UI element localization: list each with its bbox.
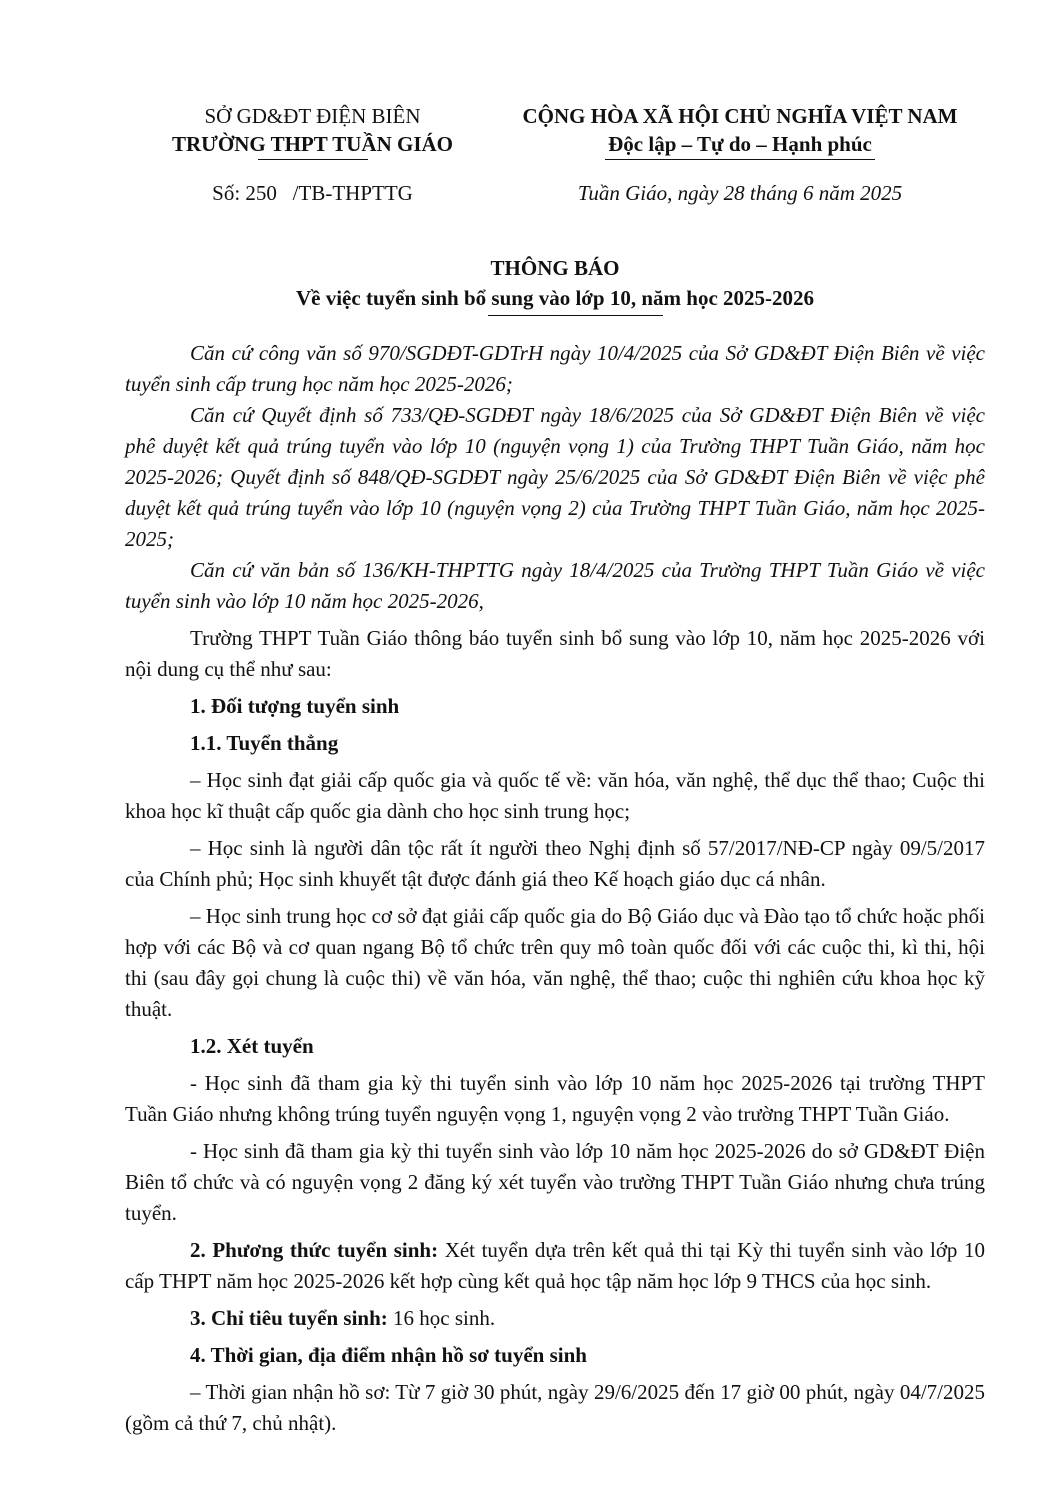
submission-time-item: – Thời gian nhận hồ sơ: Từ 7 giờ 30 phút, ngày 29/6/2025 đến 17 giờ 00 phút, ngày 04/7/2025 (gồm cả thứ 7, chủ nhật). <box>125 1380 985 1435</box>
section-2-text: Xét tuyển dựa trên kết quả thi tại Kỳ thi tuyển sinh vào lớp 10 cấp THPT năm học 2025-2026 kết hợp cùng kết quả học tập năm học lớp 9 THCS của học sinh. <box>125 1238 985 1293</box>
place-and-date: Tuần Giáo, ngày 28 tháng 6 năm 2025 <box>577 181 903 205</box>
title-underline <box>488 315 663 316</box>
section-3-text: 16 học sinh. <box>387 1306 496 1330</box>
document-title-block <box>100 253 1010 316</box>
issuer-block <box>140 102 485 160</box>
review-admission-item-2: - Học sinh đã tham gia kỳ thi tuyển sinh vào lớp 10 năm học 2025-2026 do sở GD&ĐT Điện Biên tổ chức và có nguyện vọng 2 đăng ký xét tuyển vào trường THPT Tuần Giáo nhưng chưa trúng tuyển. <box>125 1139 985 1225</box>
document-body <box>125 338 985 1445</box>
section-4-heading: 4. Thời gian, địa điểm nhận hồ sơ tuyển sinh <box>190 1343 587 1367</box>
document-number: Số: 250 /TB-THPTTG <box>212 181 413 205</box>
section-3-paragraph <box>125 1303 985 1334</box>
document-title: THÔNG BÁO <box>490 256 620 280</box>
school-underline <box>258 159 368 160</box>
review-admission-item-1: - Học sinh đã tham gia kỳ thi tuyển sinh vào lớp 10 năm học 2025-2026 tại trường THPT Tuần Giáo nhưng không trúng tuyển nguyện vọng 1, nguyện vọng 2 vào trường THPT Tuần Giáo. <box>125 1071 985 1126</box>
department-name: SỞ GD&ĐT ĐIỆN BIÊN <box>204 104 421 128</box>
direct-admission-item-3: – Học sinh trung học cơ sở đạt giải cấp quốc gia do Bộ Giáo dục và Đào tạo tổ chức hoặc phối hợp với các Bộ và cơ quan ngang Bộ tổ chức trên quy mô toàn quốc đối với các cuộc thi, kì thi, hội thi (sau đây gọi chung là cuộc thi) về văn hóa, văn nghệ, thể thao; cuộc thi nghiên cứu khoa học kỹ thuật. <box>125 904 985 1021</box>
document-subtitle: Về việc tuyển sinh bổ sung vào lớp 10, năm học 2025-2026 <box>295 286 815 310</box>
section-2-heading: 2. Phương thức tuyển sinh: <box>190 1238 439 1262</box>
direct-admission-item-2: – Học sinh là người dân tộc rất ít người theo Nghị định số 57/2017/NĐ-CP ngày 09/5/2017 của Chính phủ; Học sinh khuyết tật được đánh giá theo Kế hoạch giáo dục cá nhân. <box>125 836 985 891</box>
legal-basis-2: Căn cứ Quyết định số 733/QĐ-SGDĐT ngày 18/6/2025 của Sở GD&ĐT Điện Biên về việc phê duyệt kết quả trúng tuyển vào lớp 10 (nguyện vọng 1) của Trường THPT Tuần Giáo, năm học 2025-2026; Quyết định số 848/QĐ-SGDĐT ngày 25/6/2025 của Sở GD&ĐT Điện Biên về việc phê duyệt kết quả trúng tuyển vào lớp 10 (nguyện vọng 2) của Trường THPT Tuần Giáo, năm học 2025-2025; <box>125 403 985 551</box>
national-motto: Độc lập – Tự do – Hạnh phúc <box>608 132 872 156</box>
direct-admission-item-1: – Học sinh đạt giải cấp quốc gia và quốc tế về: văn hóa, văn nghệ, thể dục thể thao; Cuộc thi khoa học kĩ thuật cấp quốc gia dành cho học sinh trung học; <box>125 768 985 823</box>
school-name: TRƯỜNG THPT TUẦN GIÁO <box>171 132 454 156</box>
motto-underline <box>605 159 875 160</box>
legal-basis-1: Căn cứ công văn số 970/SGDĐT-GDTrH ngày 10/4/2025 của Sở GD&ĐT Điện Biên về việc tuyển sinh cấp trung học năm học 2025-2026; <box>125 341 985 396</box>
section-1-2-heading: 1.2. Xét tuyển <box>190 1034 314 1058</box>
national-heading <box>505 102 975 160</box>
nation-name: CỘNG HÒA XÃ HỘI CHỦ NGHĨA VIỆT NAM <box>522 104 958 128</box>
intro-paragraph: Trường THPT Tuần Giáo thông báo tuyển sinh bổ sung vào lớp 10, năm học 2025-2026 với nội dung cụ thể như sau: <box>125 626 985 681</box>
legal-basis-3: Căn cứ văn bản số 136/KH-THPTTG ngày 18/4/2025 của Trường THPT Tuần Giáo về việc tuyển sinh vào lớp 10 năm học 2025-2026, <box>125 558 985 613</box>
section-3-heading: 3. Chỉ tiêu tuyển sinh: <box>190 1306 388 1330</box>
section-2-paragraph <box>125 1235 985 1297</box>
section-1-1-heading: 1.1. Tuyển thẳng <box>190 731 339 755</box>
section-1-heading: 1. Đối tượng tuyển sinh <box>190 694 400 718</box>
